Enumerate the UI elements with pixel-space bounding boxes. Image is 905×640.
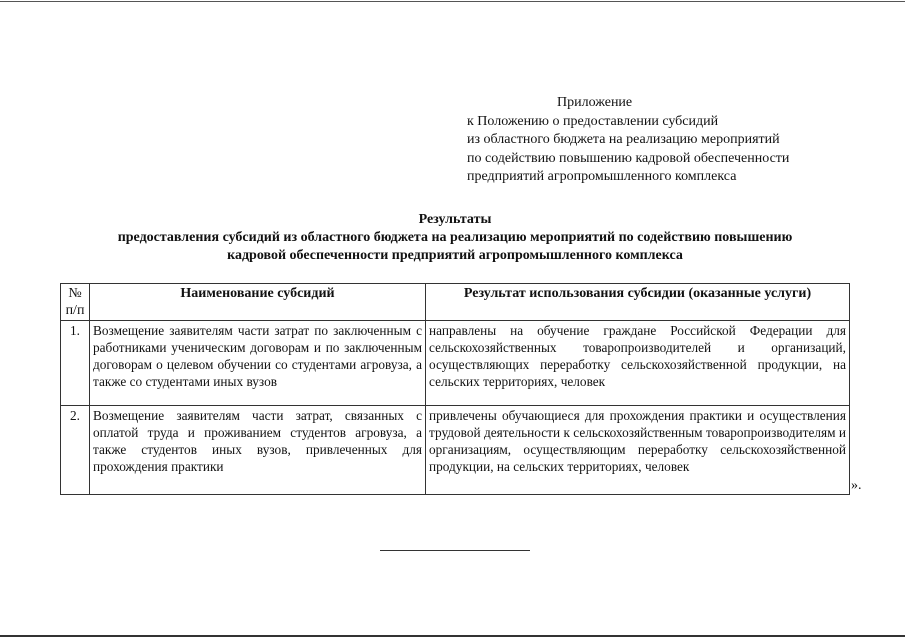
scan-edge-top: [0, 1, 905, 2]
appendix-line: из областного бюджета на реализацию мероприятий: [467, 132, 780, 147]
header-result: Результат использования субсидии (оказанные услуги): [426, 284, 850, 321]
table-row: [61, 321, 850, 406]
title-sub: предоставления субсидий из областного бюджета на реализацию мероприятий по содействию повышению: [117, 230, 793, 245]
table-header-row: [61, 284, 850, 321]
subsidy-name: Возмещение заявителям части затрат по заключенным с работниками ученическим договорам и по заключенным договорам о целевом обучении со студентами агровуза, а также со студентами иных вузов: [90, 321, 426, 406]
row-number: 2.: [61, 406, 90, 495]
appendix-line: к Положению о предоставлении субсидий: [467, 113, 719, 129]
row-number: 1.: [61, 321, 90, 406]
header-subsidy-name: Наименование субсидий: [90, 284, 426, 321]
subsidy-name: Возмещение заявителям части затрат, связанных с оплатой труда и проживанием студентов агровуза, а также студентов иных вузов, привлеченных для прохождения практики: [90, 406, 426, 495]
appendix-line: предприятий агропромышленного комплекса: [467, 169, 737, 184]
title-sub: кадровой обеспеченности предприятий агропромышленного комплекса: [227, 248, 683, 263]
results-table: [60, 283, 850, 495]
appendix-line: по содействию повышению кадровой обеспеченности: [467, 150, 790, 166]
scan-edge-bottom: [0, 635, 905, 637]
closing-quote: ».: [851, 478, 862, 493]
subsidy-result: привлечены обучающиеся для прохождения практики и осуществления трудовой деятельности к сельскохозяйственным товаропроизводителям и организациям, осуществляющим переработку сельскохозяйственной продукции, на сельских территориях, человек: [426, 406, 850, 495]
document-title: [60, 211, 850, 265]
subsidy-result: направлены на обучение граждане Российской Федерации для сельскохозяйственных товаропроизводителей и организаций, осуществляющих переработку сельскохозяйственной продукции, на сельских территориях, человек: [426, 321, 850, 406]
appendix-heading: Приложение: [557, 95, 633, 110]
title-main: Результаты: [418, 212, 492, 227]
appendix-block: [467, 94, 789, 187]
header-number: № п/п: [61, 284, 90, 321]
table-row: [61, 406, 850, 495]
end-line: [380, 550, 530, 551]
